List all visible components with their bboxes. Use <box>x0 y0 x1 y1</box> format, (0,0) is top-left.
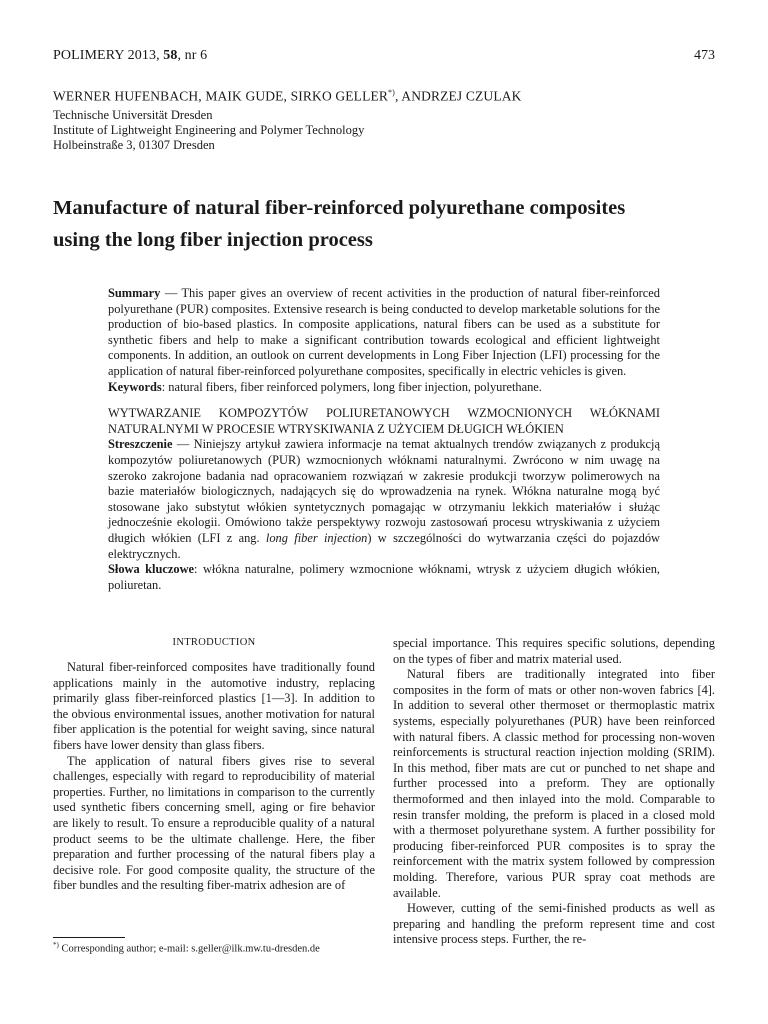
right-column <box>393 636 715 948</box>
journal-issue: , nr 6 <box>177 48 208 63</box>
footnote-rule <box>53 937 125 938</box>
page-number: 473 <box>694 48 715 63</box>
keywords-paragraph <box>108 380 660 396</box>
polish-keywords-paragraph <box>108 562 660 593</box>
affiliation-line: Technische Universität Dresden <box>53 108 213 122</box>
authors <box>53 88 522 105</box>
summary-paragraph <box>108 286 660 380</box>
journal-header <box>53 48 207 64</box>
footnote <box>53 941 320 955</box>
polish-summary-label: Streszczenie <box>108 437 173 452</box>
body-paragraph: Natural fibers are traditionally integrated into fiber composites in the form of mats or other non-woven fabrics [4]. In addition to several other thermoset or thermoplastic matrix systems, especially polyurethanes (PUR) have been reinforced with natural fibers. A classic method for processing non-woven reinforcements is structural reaction injection molding (SRIM). In this method, fiber mats are cut or punched to net shape and further processed into a preform. They are optionally thermoformed and then inlayed into the mold. Comparable to resin transfer molding, the preform is placed in a closed mold with a thermoset polyurethane system. A further possibility for producing fiber-reinforced PUR composites is to spray the reinforcement with the matrix system followed by compression molding. Therefore, various PUR spray coat methods are available. <box>393 667 715 900</box>
author-names-last: , ANDRZEJ CZULAK <box>394 88 522 104</box>
body-paragraph: However, cutting of the semi-finished products as well as preparing and handling the preform represent time and cost intensive process steps. Further, the re- <box>393 901 715 947</box>
footnote-text: Corresponding author; e-mail: s.geller@ilk.mw.tu-dresden.de <box>58 943 320 955</box>
body-paragraph: special importance. This requires specific solutions, depending on the types of fiber and matrix material used. <box>393 636 715 666</box>
keywords-text: : natural fibers, fiber reinforced polymers, long fiber injection, polyurethane. <box>161 379 542 394</box>
paper-title <box>53 192 723 256</box>
affiliation-line: Institute of Lightweight Engineering and Polymer Technology <box>53 123 365 137</box>
journal-name: POLIMERY 2013, <box>53 48 164 63</box>
body-paragraph: The application of natural fibers gives rise to several challenges, especially with regard to reproducibility of material properties. Further, no limitations in comparison to the currently used synthetic fibers concerning smell, aging or fire behavior are likely to result. To ensure a reproducible quality of a natural product seems to be the ultimate challenge. Here, the fiber preparation and further processing of the natural fibers play a decisive role. For good composite quality, the structure of the fiber bundles and the resulting fiber-matrix adhesion are of <box>53 753 375 893</box>
abstract-block <box>108 286 660 593</box>
polish-keywords-label: Słowa kluczowe <box>108 562 195 577</box>
polish-summary-end: ) w szczególności do wytwarzania części do pojazdów elektrycznych. <box>108 530 660 561</box>
summary-label: Summary <box>108 286 161 300</box>
polish-title: WYTWARZANIE KOMPOZYTÓW POLIURETANOWYCH WZMOCNIONYCH WŁÓKNAMI NATURALNYMI W PROCESIE WTRYSKIWANIA Z UŻYCIEM DŁUGICH WŁÓKIEN <box>108 406 660 436</box>
keywords-label: Keywords <box>108 379 162 394</box>
polish-summary-text: — Niniejszy artykuł zawiera informacje na temat aktualnych trendów związanych z produkcją kompozytów poliuretanowych (PUR) wzmocnionych włóknami naturalnymi. Zwrócono w nim uwagę na szeroko zakrojone badania nad opracowaniem rozwiązań w zakresie produkcji tworzyw polimerowych na bazie materiałów biologicznych, nadających się do wprowadzenia na rynek. Włókna naturalne mogą być stosowane jako substytut włókien syntetycznych pomagając w otrzymaniu lekkich materiałów i służąc jednocześnie ekologii. Omówiono także perspektywy rozwoju zastosowań procesu wtryskiwania z użyciem długich włókien (LFI z ang. <box>108 437 660 545</box>
title-line: Manufacture of natural fiber-reinforced polyurethane composites <box>53 197 626 219</box>
polish-keywords-text: : włókna naturalne, polimery wzmocnione włóknami, wtrysk z użyciem długich włókien, poliuretan. <box>108 562 661 592</box>
title-line: using the long fiber injection process <box>53 229 373 251</box>
body-paragraph: Natural fiber-reinforced composites have traditionally found applications mainly in the automotive industry, replacing primarily glass fiber-reinforced plastics [1—3]. In addition to the obvious environmental issues, another motivation for natural fiber application is the potential for weight saving, since natural fibers have lower density than glass fibers. <box>53 660 375 752</box>
footnote-mark: *) <box>53 941 59 949</box>
summary-text: — This paper gives an overview of recent activities in the production of natural fiber-reinforced polyurethane (PUR) composites. Extensive research is being conducted to develop marketable solutions for the production of bio-based plastics. In composite applications, natural fibers can be used as a substitute for synthetic fibers and help to make a significant contribution towards ecological and efficient lightweight components. In addition, an outlook on current developments in Long Fiber Injection (LFI) processing for the application of natural fiber-reinforced polyurethane composites, specifically in electric vehicles is given. <box>108 286 660 378</box>
journal-volume: 58 <box>163 48 178 63</box>
left-column <box>53 660 375 894</box>
affiliation <box>53 108 364 153</box>
section-heading: INTRODUCTION <box>172 637 256 648</box>
corresponding-mark: *) <box>388 88 395 97</box>
author-names: WERNER HUFENBACH, MAIK GUDE, SIRKO GELLER <box>53 88 389 104</box>
polish-summary-italic: long fiber injection <box>265 530 368 545</box>
affiliation-line: Holbeinstraße 3, 01307 Dresden <box>53 138 215 152</box>
polish-summary-paragraph <box>108 437 660 562</box>
